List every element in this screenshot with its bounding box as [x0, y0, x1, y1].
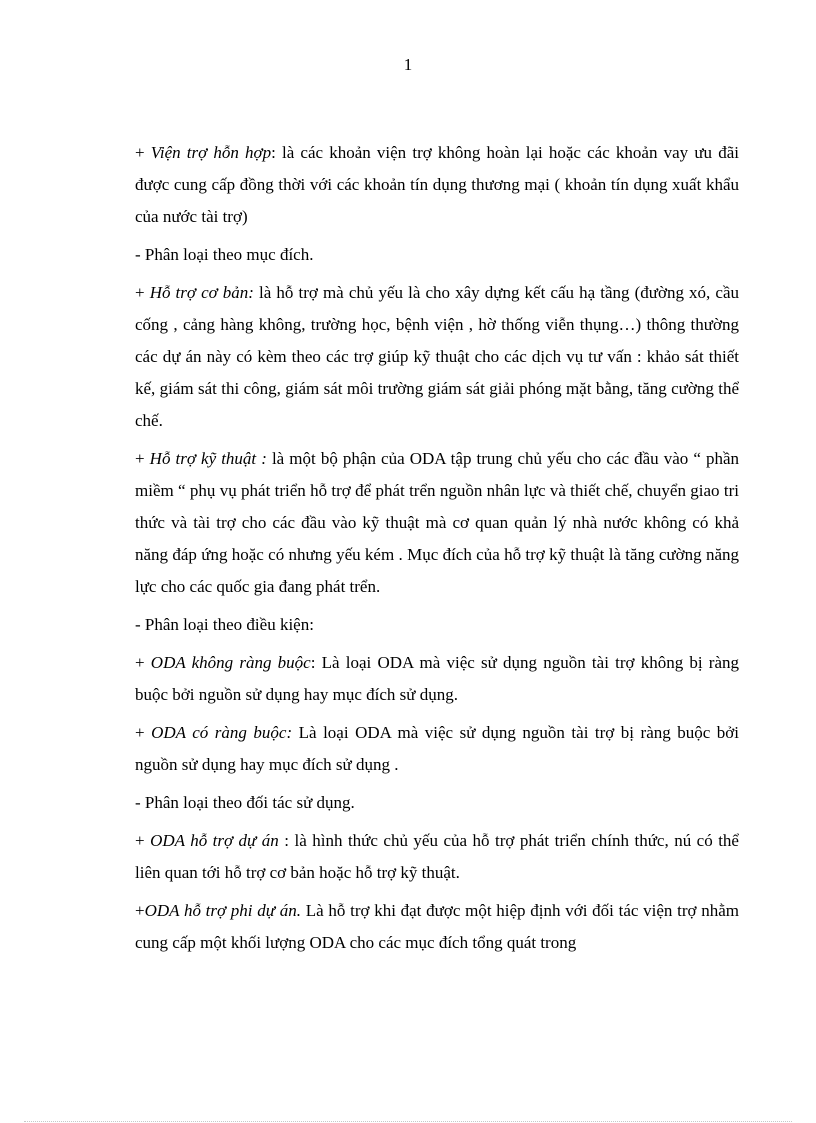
- paragraph-prefix: +: [135, 901, 145, 920]
- paragraph-body: Là hỗ trợ khi đạt được một hiệp định với đối tác viện trợ nhằm cung cấp một khối lượng ODA cho các mục đích tổng quát trong: [135, 901, 739, 952]
- paragraph-body: : Là loại ODA mà việc sử dụng nguồn tài trợ không bị ràng buộc bởi nguồn sử dụng hay mục đích sử dụng.: [135, 653, 740, 704]
- document-body: [135, 137, 739, 959]
- page-bottom-divider: [24, 1121, 792, 1122]
- paragraph-body: : là hình thức chủ yếu của hỗ trợ phát triển chính thức, nú có thể liên quan tới hỗ trợ cơ bản hoặc hỗ trợ kỹ thuật.: [135, 831, 739, 882]
- paragraph-untied-oda: [135, 647, 739, 711]
- paragraph-mixed-aid: [135, 137, 739, 233]
- heading-by-partner: - Phân loại theo đối tác sử dụng.: [135, 793, 355, 812]
- paragraph-tied-oda: [135, 717, 739, 781]
- term-untied-oda: ODA không ràng buộc: [150, 653, 311, 672]
- paragraph-prefix: +: [135, 449, 150, 468]
- heading-by-condition: - Phân loại theo điều kiện:: [135, 615, 314, 634]
- term-project-oda: ODA hỗ trợ dự án: [150, 831, 279, 850]
- paragraph-non-project-oda: [135, 895, 739, 959]
- paragraph-prefix: +: [135, 143, 151, 162]
- paragraph-project-oda: [135, 825, 739, 889]
- page-number: 1: [403, 55, 413, 74]
- term-mixed-aid: Viện trợ hỗn hợp: [150, 143, 272, 162]
- paragraph-prefix: +: [135, 653, 151, 672]
- paragraph-technical-support: [135, 443, 739, 603]
- paragraph-prefix: +: [135, 723, 152, 742]
- paragraph-prefix: +: [135, 283, 150, 302]
- term-non-project-oda: ODA hỗ trợ phi dự án.: [144, 901, 301, 920]
- paragraph-body: là hỗ trợ mà chủ yếu là cho xây dựng kết cấu hạ tầng (đường xó, cầu cống , cảng hàng không, trường học, bệnh viện , hờ thống viễn thụng…) thông thường các dự án này có kèm theo các trợ giúp kỹ thuật cho các dịch vụ tư vấn : khảo sát thiết kế, giám sát thi công, giám sát môi trường giám sát giải phóng mặt bằng, tăng cường thể chế.: [135, 283, 739, 430]
- term-tied-oda: ODA có ràng buộc:: [151, 723, 293, 742]
- heading-by-purpose: - Phân loại theo mục đích.: [135, 245, 314, 264]
- term-technical-support: Hỗ trợ kỹ thuật :: [149, 449, 267, 468]
- paragraph-body: Là loại ODA mà việc sử dụng nguồn tài trợ bị ràng buộc bởi nguồn sử dụng hay mục đích sử dụng .: [135, 723, 740, 774]
- paragraph-prefix: +: [135, 831, 151, 850]
- term-basic-support: Hỗ trợ cơ bản:: [149, 283, 254, 302]
- paragraph-basic-support: [135, 277, 739, 437]
- paragraph-body: : là các khoản viện trợ không hoàn lại hoặc các khoản vay ưu đãi được cung cấp đồng thời với các khoản tín dụng thương mại ( khoản tín dụng xuất khẩu của nước tài trợ): [135, 143, 739, 226]
- paragraph-body: là một bộ phận của ODA tập trung chủ yếu cho các đầu vào “ phần miềm “ phụ vụ phát triển hỗ trợ để phát trển nguồn nhân lực và thiết chế, chuyển giao tri thức và tài trợ cho các đầu vào kỹ thuật mà cơ quan quản lý nhà nước không có khả năng đáp ứng hoặc có nhưng yếu kém . Mục đích của hỗ trợ kỹ thuật là tăng cường năng lực cho các quốc gia đang phát trển.: [135, 449, 739, 596]
